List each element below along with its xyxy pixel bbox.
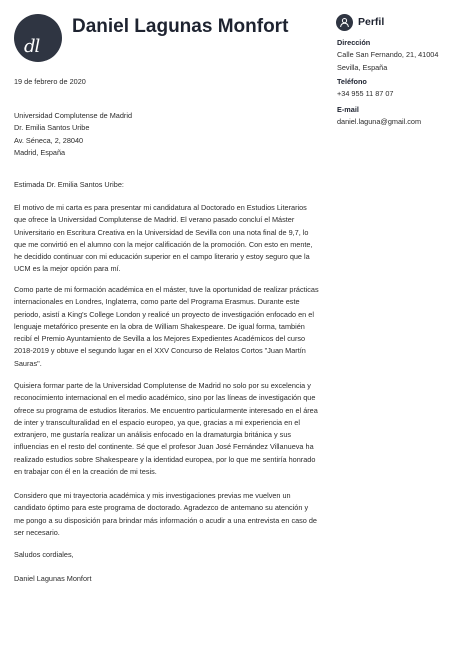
address-field [337, 37, 467, 74]
email-value: daniel.laguna@gmail.com [337, 117, 422, 127]
address-line: Calle San Fernando, 21, 41004 [337, 50, 439, 60]
body-paragraph: Considero que mi trayectoria académica y mis investigaciones previas me vuelven un candidato óptimo para este programa de doctorado. Agradezco de antemano su atención y me pongo a su disposición para brindar más información o acudir a una entrevista en caso de ser necesario. [14, 491, 317, 537]
body-paragraph: El motivo de mi carta es para presentar mi candidatura al Doctorado en Estudios Literarios que ofrece la Universidad Complutense de Madrid. El verano pasado concluí el Máster Universitario en Escritura Creativa en la Universidad de Sevilla con una nota final de 9,7, lo que me convirtió en el alumno con la mejor calificación de la promoción. Con esto en mente, he decidido continuar con mi educación superior en el campo literario y estoy seguro que la UCM es la mejor opción para mí. [14, 203, 313, 274]
signature-name: Daniel Lagunas Monfort [14, 574, 92, 583]
field-label: Dirección [337, 38, 371, 47]
phone-field [337, 76, 467, 101]
recipient-line: Av. Séneca, 2, 28040 [14, 135, 84, 145]
applicant-name: Daniel Lagunas Monfort [72, 16, 289, 37]
field-label: E-mail [337, 105, 359, 114]
field-label: Teléfono [337, 77, 367, 86]
profile-section-title: Perfil [358, 16, 385, 28]
recipient-block [14, 110, 132, 159]
letter-date: 19 de febrero de 2020 [14, 77, 86, 86]
greeting: Estimada Dr. Emilia Santos Uribe: [14, 180, 124, 189]
body-paragraph: Quisiera formar parte de la Universidad Complutense de Madrid no solo por su excelencia y reconocimiento internacional en el medio académico, sino por las líneas de investigación que ofrece su programa de estudios literarios. Me encuentro particularmente interesado en el área de inter y transculturalidad en el espacio europeo, ya que, gracias a mi experiencia en el extranjero, me gustaría realizar un análisis enfocado en la dramaturgia británica y sus influencias en el resto del continente. Sé que el profesor Juan José Fernández Villanueva ha realizado estudios sobre Shakespeare y la identidad europea, por lo que me sentiría honrado en trabajar con él en la creación de mi tesis. [14, 381, 318, 477]
email-field [337, 104, 467, 129]
body-paragraph: Como parte de mi formación académica en el máster, tuve la oportunidad de realizar prácticas internacionales en Londres, Inglaterra, como parte del Programa Erasmus. Durante este periodo, asistí a King's College London y realicé un proyecto de investigación enfocado en el lenguaje metafórico presente en la obra de William Shakespeare. De igual forma, también recibí el Premio Ayuntamiento de Sevilla a los Mejores Expedientes Académicos del curso 2018-2019 y obtuve el segundo lugar en el XXV Concurso de Relatos Cortos "Juan Martín Sauras". [14, 285, 319, 368]
user-icon [336, 14, 353, 31]
recipient-line: Madrid, España [14, 147, 66, 157]
recipient-line: Universidad Complutense de Madrid [14, 111, 133, 120]
monogram-initials: dl [24, 36, 40, 57]
address-line: Sevilla, España [337, 62, 388, 72]
recipient-line: Dr. Emilia Santos Uribe [14, 123, 90, 133]
closing: Saludos cordiales, [14, 550, 74, 559]
phone-value: +34 955 11 87 07 [337, 89, 394, 99]
